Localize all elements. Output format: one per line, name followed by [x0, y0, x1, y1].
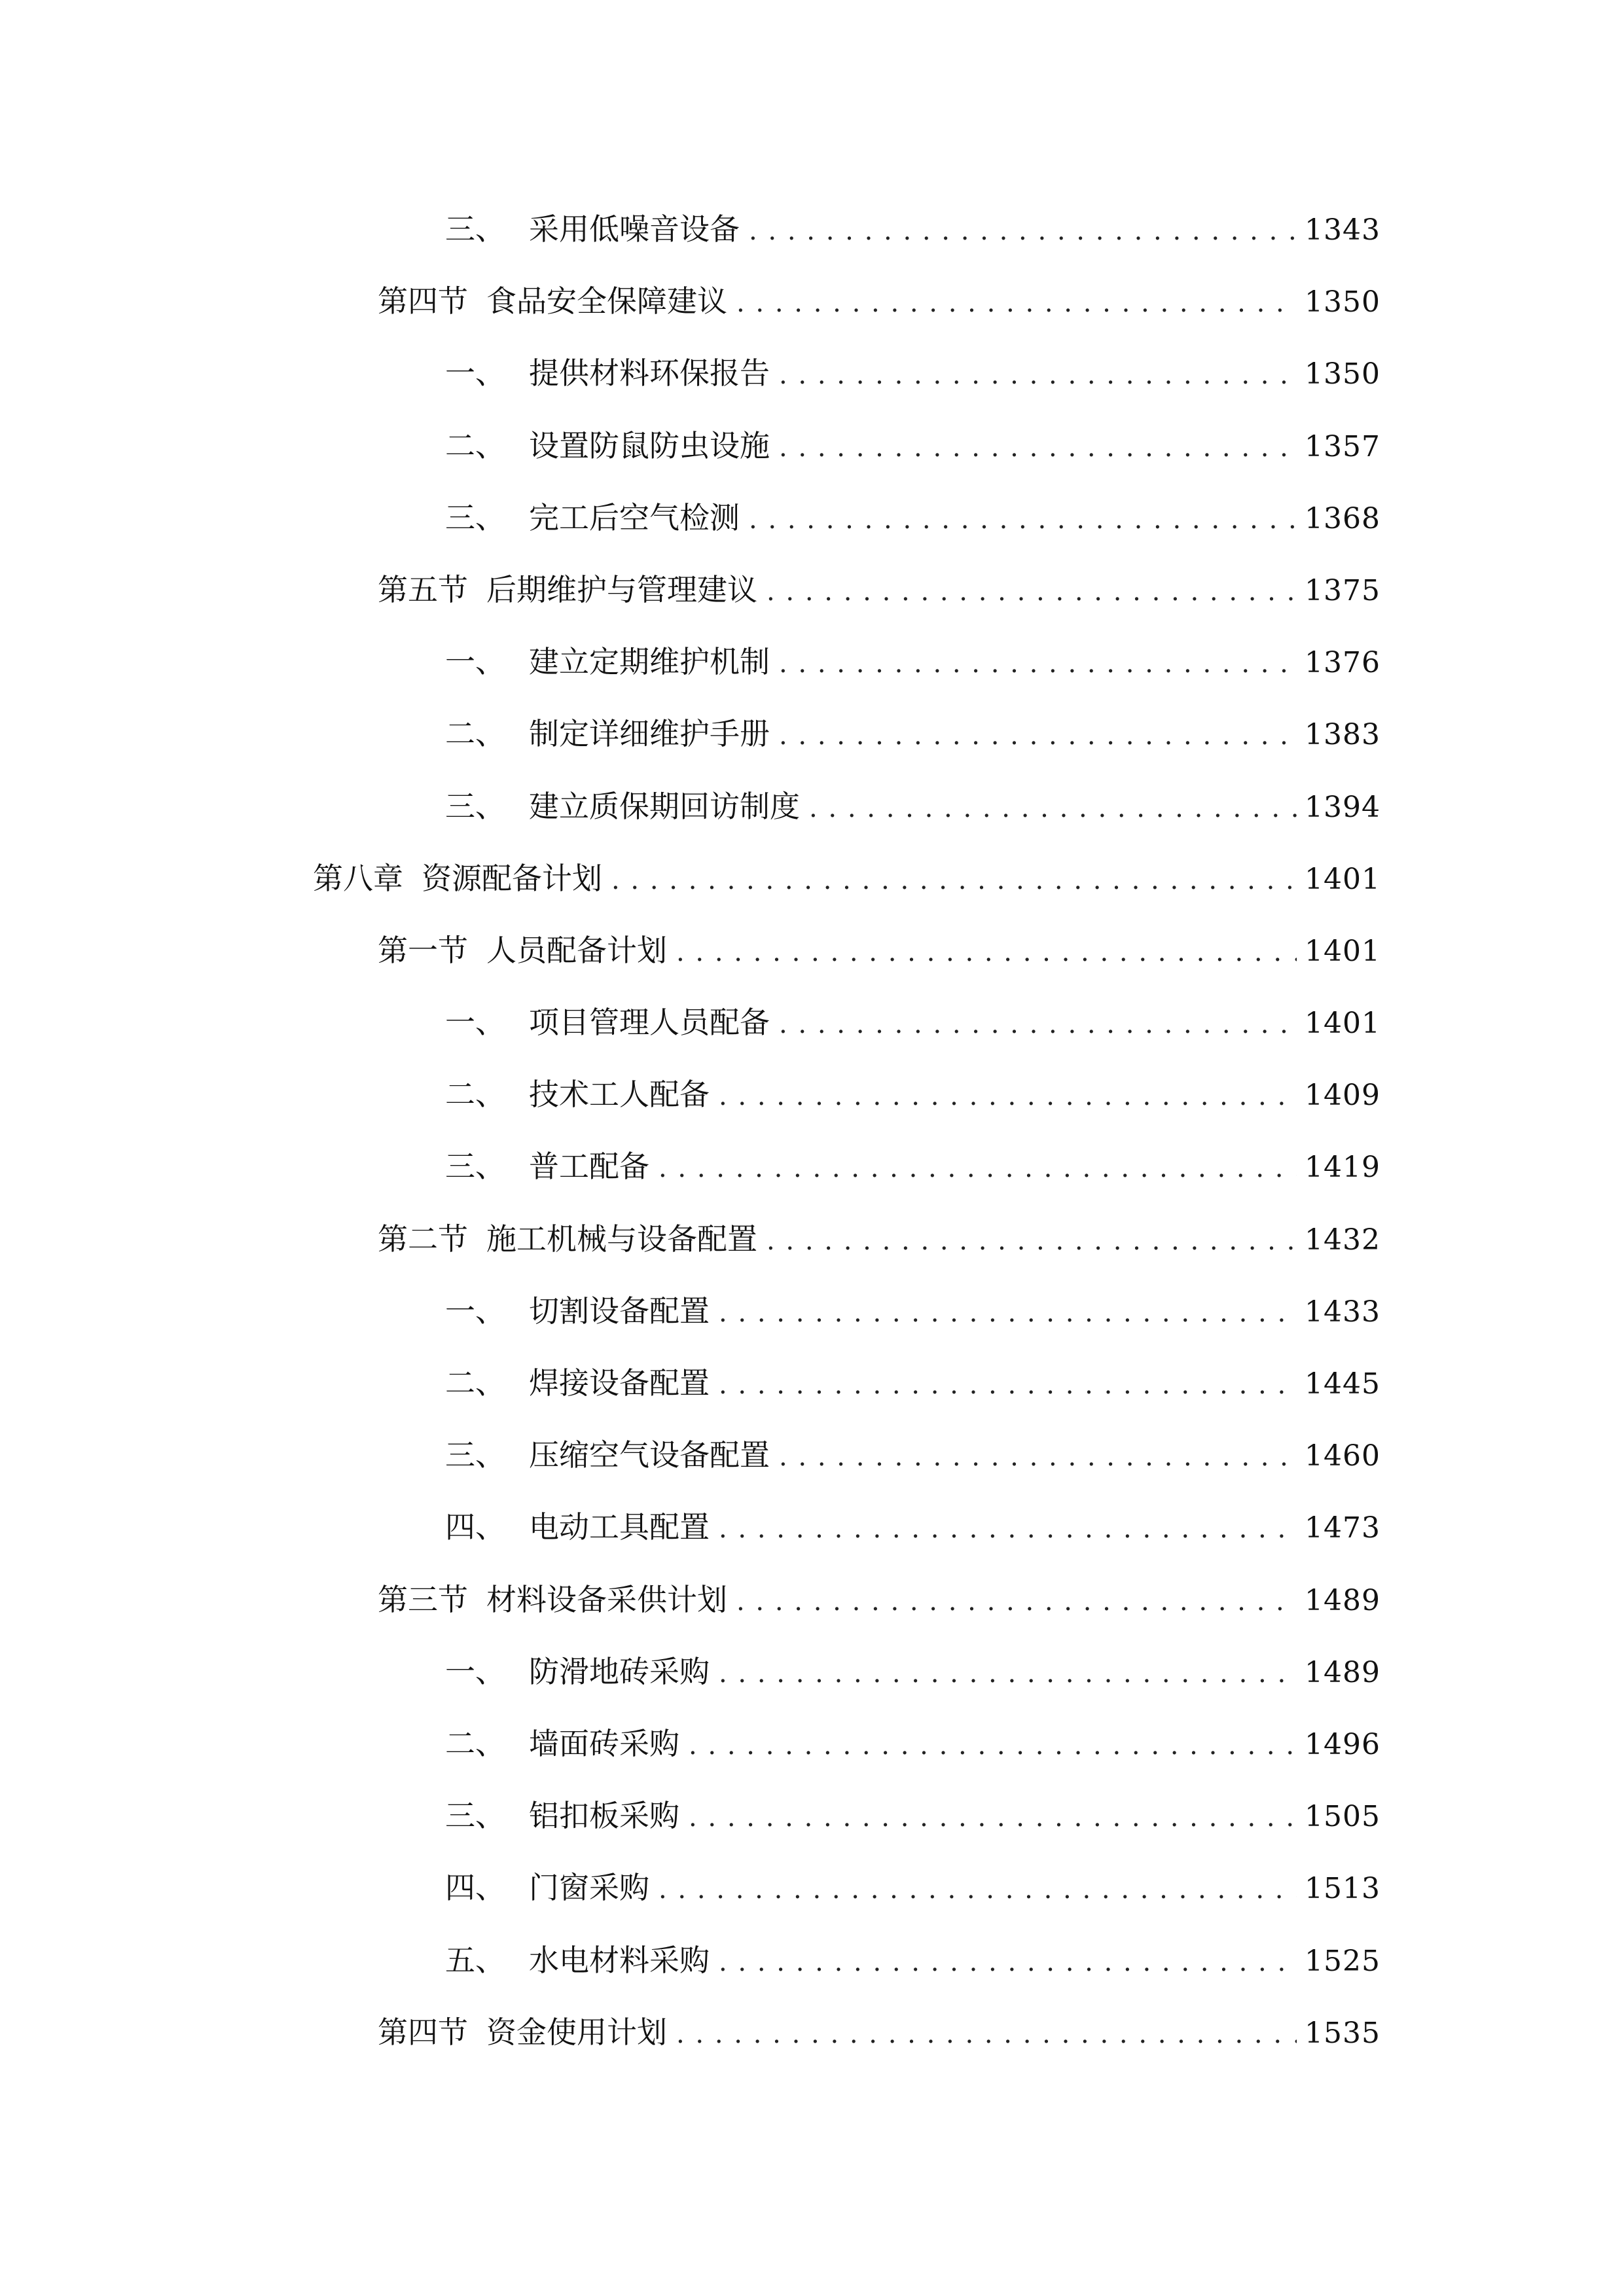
toc-entry-page: 1376	[1305, 646, 1380, 680]
toc-entry[interactable]	[0, 418, 1624, 490]
toc-entry-title: 设置防鼠防虫设施	[529, 427, 770, 463]
toc-entry-page: 1350	[1305, 285, 1380, 319]
toc-leader-dots	[659, 1149, 1297, 1188]
toc-entry-number: 第四节	[378, 2014, 468, 2050]
toc-entry-number: 二、	[445, 1725, 505, 1761]
toc-entry-title: 焊接设备配置	[529, 1365, 710, 1401]
toc-leader-dots	[719, 1509, 1297, 1549]
toc-entry-title: 普工配备	[529, 1149, 649, 1185]
toc-entry[interactable]	[0, 1860, 1624, 1932]
toc-leader-dots	[719, 1077, 1297, 1116]
toc-entry[interactable]	[0, 1933, 1624, 2005]
toc-leader-dots	[719, 1293, 1297, 1333]
toc-entry-number: 一、	[445, 1005, 505, 1041]
toc-entry-page: 1489	[1305, 1655, 1380, 1689]
toc-entry-page: 1505	[1305, 1800, 1380, 1834]
toc-entry-page: 1535	[1305, 2016, 1380, 2050]
toc-entry-page: 1401	[1305, 862, 1380, 896]
toc-entry[interactable]	[0, 923, 1624, 995]
toc-entry-number: 第二节	[378, 1221, 468, 1257]
toc-entry-number: 三、	[445, 1149, 505, 1185]
toc-entry[interactable]	[0, 1572, 1624, 1644]
toc-entry[interactable]	[0, 562, 1624, 634]
toc-leader-dots	[676, 2015, 1297, 2054]
toc-entry-page: 1419	[1305, 1151, 1380, 1185]
toc-entry-title: 资金使用计划	[486, 2014, 667, 2050]
toc-entry-page: 1357	[1305, 429, 1380, 463]
toc-leader-dots	[736, 1582, 1297, 1621]
toc-entry-title: 施工机械与设备配置	[486, 1221, 757, 1257]
toc-leader-dots	[611, 861, 1297, 900]
toc-entry-page: 1401	[1305, 1007, 1380, 1041]
toc-entry[interactable]	[0, 202, 1624, 274]
toc-entry-number: 二、	[445, 427, 505, 463]
toc-entry-title: 建立定期维护机制	[529, 644, 770, 680]
toc-entry-page: 1401	[1305, 934, 1380, 968]
toc-leader-dots	[659, 1870, 1297, 1909]
toc-entry-number: 一、	[445, 644, 505, 680]
toc-leader-dots	[749, 211, 1297, 251]
toc-entry[interactable]	[0, 2005, 1624, 2077]
toc-leader-dots	[809, 789, 1297, 828]
toc-entry[interactable]	[0, 1716, 1624, 1788]
toc-entry[interactable]	[0, 779, 1624, 851]
toc-entry-page: 1525	[1305, 1944, 1380, 1978]
toc-entry-title: 墙面砖采购	[529, 1725, 679, 1761]
toc-leader-dots	[719, 1943, 1297, 1982]
toc-leader-dots	[719, 1654, 1297, 1693]
toc-entry[interactable]	[0, 1139, 1624, 1211]
toc-entry-number: 一、	[445, 1653, 505, 1689]
toc-entry-number: 四、	[445, 1870, 505, 1906]
toc-entry-title: 项目管理人员配备	[529, 1005, 770, 1041]
toc-entry-number: 第八章	[313, 860, 403, 896]
toc-entry-title: 采用低噪音设备	[529, 211, 740, 247]
toc-entry-title: 水电材料采购	[529, 1942, 710, 1978]
toc-entry-title: 切割设备配置	[529, 1293, 710, 1329]
toc-entry-number: 二、	[445, 716, 505, 752]
toc-entry[interactable]	[0, 1211, 1624, 1283]
toc-entry-number: 二、	[445, 1077, 505, 1113]
toc-entry-number: 一、	[445, 355, 505, 391]
toc-entry-title: 电动工具配置	[529, 1509, 710, 1545]
toc-entry-title: 材料设备采供计划	[486, 1581, 727, 1617]
toc-entry-page: 1375	[1305, 573, 1380, 607]
toc-entry[interactable]	[0, 1499, 1624, 1571]
toc-entry-title: 人员配备计划	[486, 932, 667, 968]
toc-entry-number: 第三节	[378, 1581, 468, 1617]
toc-entry[interactable]	[0, 1644, 1624, 1716]
toc-entry-page: 1460	[1305, 1439, 1380, 1473]
toc-entry-title: 资源配备计划	[422, 860, 602, 896]
table-of-contents	[0, 202, 1624, 2077]
toc-entry-page: 1433	[1305, 1295, 1380, 1329]
toc-entry-number: 三、	[445, 1798, 505, 1834]
toc-entry-page: 1445	[1305, 1367, 1380, 1401]
toc-entry[interactable]	[0, 1427, 1624, 1499]
toc-leader-dots	[779, 355, 1297, 395]
toc-entry[interactable]	[0, 706, 1624, 778]
toc-leader-dots	[689, 1798, 1297, 1837]
toc-entry-page: 1383	[1305, 718, 1380, 752]
toc-entry-title: 完工后空气检测	[529, 499, 740, 535]
toc-entry-title: 防滑地砖采购	[529, 1653, 710, 1689]
toc-leader-dots	[676, 933, 1297, 972]
toc-entry-number: 一、	[445, 1293, 505, 1329]
toc-entry-number: 四、	[445, 1509, 505, 1545]
toc-entry[interactable]	[0, 995, 1624, 1067]
toc-entry-number: 三、	[445, 211, 505, 247]
toc-entry-title: 制定详细维护手册	[529, 716, 770, 752]
toc-leader-dots	[736, 283, 1297, 323]
toc-entry[interactable]	[0, 490, 1624, 562]
toc-leader-dots	[749, 500, 1297, 539]
toc-leader-dots	[779, 1005, 1297, 1044]
toc-entry-page: 1489	[1305, 1583, 1380, 1617]
toc-entry[interactable]	[0, 851, 1624, 923]
toc-entry-number: 五、	[445, 1942, 505, 1978]
toc-entry[interactable]	[0, 634, 1624, 706]
toc-entry-page: 1473	[1305, 1511, 1380, 1545]
toc-entry-title: 铝扣板采购	[529, 1798, 679, 1834]
toc-entry-page: 1409	[1305, 1079, 1380, 1113]
toc-entry-number: 第五节	[378, 571, 468, 607]
toc-leader-dots	[779, 716, 1297, 755]
toc-entry-page: 1394	[1305, 790, 1380, 824]
toc-entry-number: 第四节	[378, 283, 468, 319]
toc-entry-title: 食品安全保障建议	[486, 283, 727, 319]
toc-entry-number: 三、	[445, 1437, 505, 1473]
toc-leader-dots	[767, 1221, 1297, 1261]
toc-entry-title: 提供材料环保报告	[529, 355, 770, 391]
toc-entry-page: 1432	[1305, 1223, 1380, 1257]
toc-entry-number: 三、	[445, 788, 505, 824]
toc-entry[interactable]	[0, 1355, 1624, 1427]
toc-entry-page: 1513	[1305, 1872, 1380, 1906]
toc-leader-dots	[719, 1365, 1297, 1405]
toc-entry-title: 后期维护与管理建议	[486, 571, 757, 607]
toc-entry-page: 1350	[1305, 357, 1380, 391]
toc-entry-number: 二、	[445, 1365, 505, 1401]
toc-entry[interactable]	[0, 1788, 1624, 1860]
toc-leader-dots	[767, 572, 1297, 611]
toc-entry-page: 1368	[1305, 501, 1380, 535]
toc-entry-page: 1496	[1305, 1727, 1380, 1761]
toc-leader-dots	[779, 1437, 1297, 1477]
toc-entry[interactable]	[0, 274, 1624, 346]
toc-entry[interactable]	[0, 1283, 1624, 1355]
toc-entry[interactable]	[0, 1067, 1624, 1139]
toc-entry-title: 压缩空气设备配置	[529, 1437, 770, 1473]
toc-entry-number: 第一节	[378, 932, 468, 968]
toc-entry[interactable]	[0, 346, 1624, 418]
toc-leader-dots	[779, 644, 1297, 683]
toc-entry-page: 1343	[1305, 213, 1380, 247]
toc-leader-dots	[779, 428, 1297, 467]
toc-entry-title: 门窗采购	[529, 1870, 649, 1906]
toc-leader-dots	[689, 1726, 1297, 1765]
toc-entry-number: 三、	[445, 499, 505, 535]
toc-entry-title: 技术工人配备	[529, 1077, 710, 1113]
toc-entry-title: 建立质保期回访制度	[529, 788, 800, 824]
